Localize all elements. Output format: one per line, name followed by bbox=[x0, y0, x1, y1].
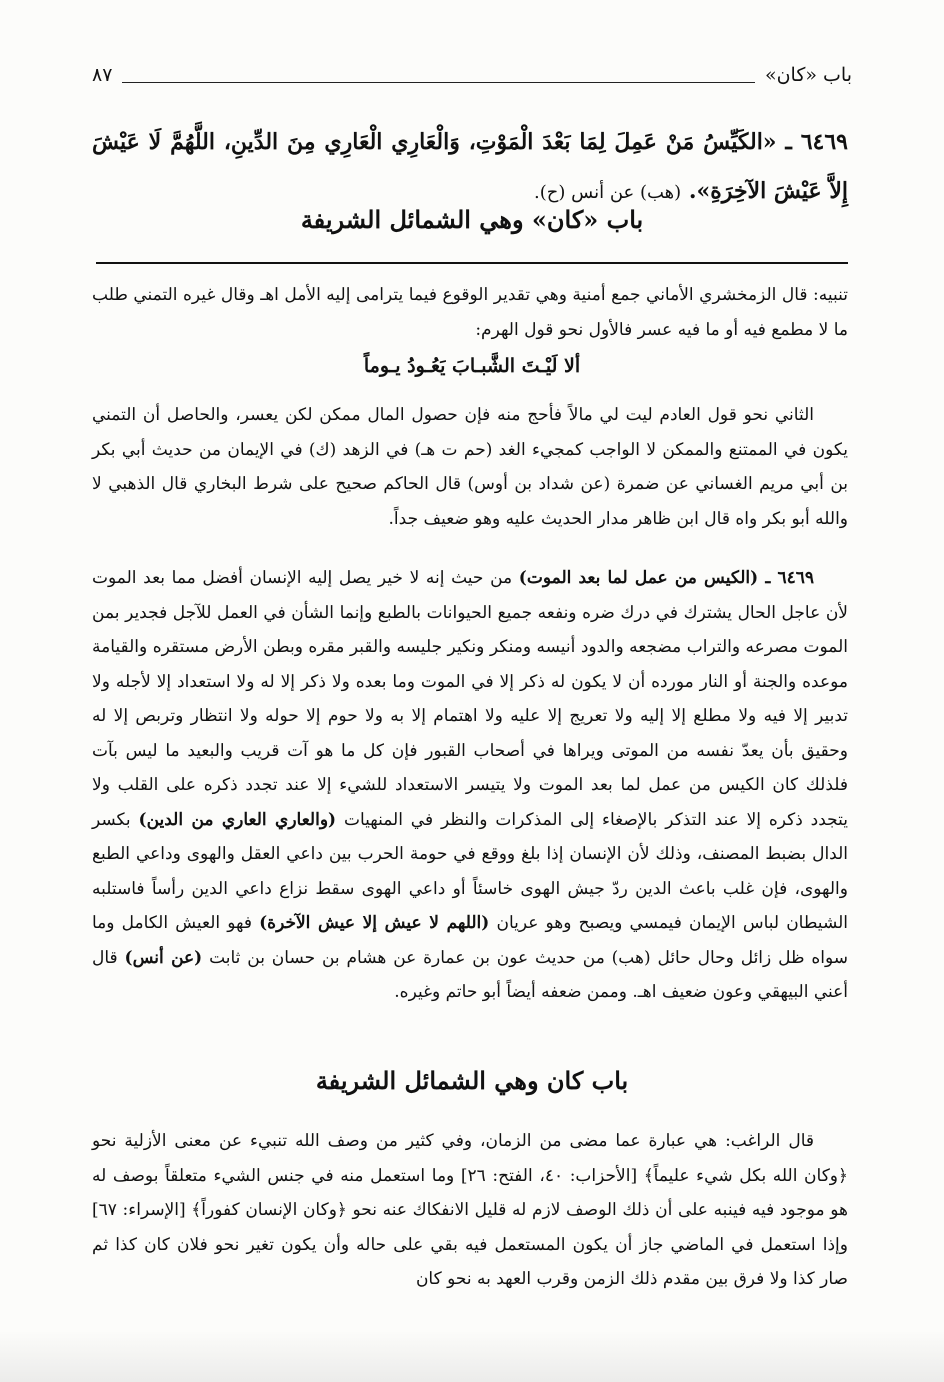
section2-paragraph: قال الراغب: هي عبارة عما مضى من الزمان، وفي كثير من وصف الله تنبيء عن معنى الأزلية نحو ﴿وكان الله بكل شيء عليماً﴾ [الأحزاب: ٤٠، الفتح: ٢٦] وما استعمل منه في جنس الشيء متعلقاً بوصف له هو موجود فيه فينبه على أن ذلك الوصف لازم له قليل الانفكاك عنه نحو ﴿وكان الإنسان كفوراً﴾ [الإسراء: ٦٧] وإذا استعمل في الماضي جاز أن يكون المستعمل فيه بقي على حاله وأن يكون تغير نحو فلان كان كذا ثم صار كذا ولا فرق بين مقدم ذلك الزمن وقرب العهد به نحو كان bbox=[92, 1131, 848, 1289]
running-header bbox=[92, 60, 852, 90]
hadith-source: (هب) عن أنس (ح). bbox=[534, 182, 682, 203]
section-title-1: باب «كان» وهي الشمائل الشريفة bbox=[300, 205, 644, 234]
explanation-text-2: بكسر الدال بضبط المصنف، وذلك لأن الإنسان إذا بلغ ووقع في حومة الحرب بين داعي العقل والهوى وداعي الطبع والهوى، فإن غلب باعث الدين ردّ جيش الهوى خاسئاً أو داعي الهوى سقط نزاع داعي الدين رأساً فاستلبه الشيطان لباس الإيمان فيمسي ويصبح وهو عريان bbox=[92, 809, 849, 933]
poetry-verse: ألا لَيْـتَ الشَّبـابَ يَعُـودُ يـوماً bbox=[363, 355, 581, 377]
scan-edge bbox=[0, 1330, 944, 1382]
section-title-2: باب كان وهي الشمائل الشريفة bbox=[315, 1066, 629, 1095]
header-chapter: باب «كان» bbox=[764, 64, 852, 86]
explanation-quote-3: (عن أنس) bbox=[124, 947, 203, 968]
explanation-quote-1: (والعاري العاري من الدين) bbox=[138, 809, 337, 830]
note-paragraph: تنبيه: قال الزمخشري الأماني جمع أمنية وهي تقدير الوقوع فيما يترامى إليه الأمل اهـ وقال غيره التمني طلب ما لا مطمع فيه أو ما فيه عسر فالأول نحو قول الهرم: bbox=[92, 285, 848, 340]
section-divider bbox=[96, 262, 848, 264]
explanation-end: قال أعني البيهقي وعون ضعيف اهـ. وممن ضعفه أيضاً أبو حاتم وغيره. bbox=[92, 947, 848, 1002]
explanation-text: من حيث إنه لا خير يصل إليه الإنسان أفضل مما بعد الموت لأن عاجل الحال يشترك في درك ضره ونفعه جميع الحيوانات بالطبع وإنما الشأن في العمل للآجل فجدير بمن الموت مصرعه والتراب مضجعه والدود أنيسه ومنكر ونكير جليسه والقبر مقره وبطن الأرض مستقره والقيامة موعده والجنة أو النار مورده أن لا يكون له ذكر إلا في الموت وما بعده ولا ذكر إلا له ولا استعداد إلا لأجله ولا تدبير إلا فيه ولا مطلع إلا إليه ولا تعريج إلا عليه ولا اهتمام إلا به ولا حوم إلا حوله ولا انتظار وتربص إلا له وحقيق بأن يعدّ نفسه من الموتى ويراها في أصحاب القبور فإن كل ما هو آت قريب والبعيد ما ليس بآت فلذلك كان الكيس من عمل لما بعد الموت ولا يتيسر الاستعداد للشيء إلا عند تجدد ذكره على القلب ولا يتجدد ذكره إلا عند التذكر بالإصغاء إلى المذكرات والنظر في المنهيات bbox=[92, 568, 849, 830]
explanation-text-3: فهو العيش الكامل وما سواه ظل زائل وحال حائل (هب) من حديث عون بن عمارة عن هشام بن حسان بن ثابت bbox=[92, 913, 849, 968]
explanation-quote-2: (اللهم لا عيش إلا عيش الآخرة) bbox=[259, 913, 490, 933]
hadith-text bbox=[92, 118, 848, 217]
second-paragraph: الثاني نحو قول العادم ليت لي مالاً فأحج منه فإن حصول المال ممكن لكن يعسر، والحاصل أن التمني يكون في الممتنع والممكن لا الواجب كمجيء الغد (حم ت هـ) في الزهد (ك) في الإيمان من حديث أبي بكر بن أبي مريم الغساني عن ضمرة (عن شداد بن أوس) قال الحاكم صحيح على شرط البخاري قال الذهبي لا والله أبو بكر واه قال ابن ظاهر مدار الحديث عليه وهو ضعيف جداً. bbox=[92, 405, 848, 529]
explanation-heading: ٦٤٦٩ ـ (الكيس من عمل لما بعد الموت) bbox=[518, 568, 815, 588]
page-number: ٨٧ bbox=[92, 64, 113, 86]
hadith-body: ٦٤٦٩ ـ «الكَيِّسُ مَنْ عَمِلَ لِمَا بَعْدَ الْمَوْتِ، وَالْعَارِي الْعَارِي مِنَ الدِّينِ، اللَّهُمَّ لَا عَيْشَ إِلاَّ عَيْشَ الآخِرَةِ». bbox=[92, 129, 848, 204]
header-rule bbox=[122, 68, 755, 83]
explanation-paragraph bbox=[92, 561, 848, 1010]
